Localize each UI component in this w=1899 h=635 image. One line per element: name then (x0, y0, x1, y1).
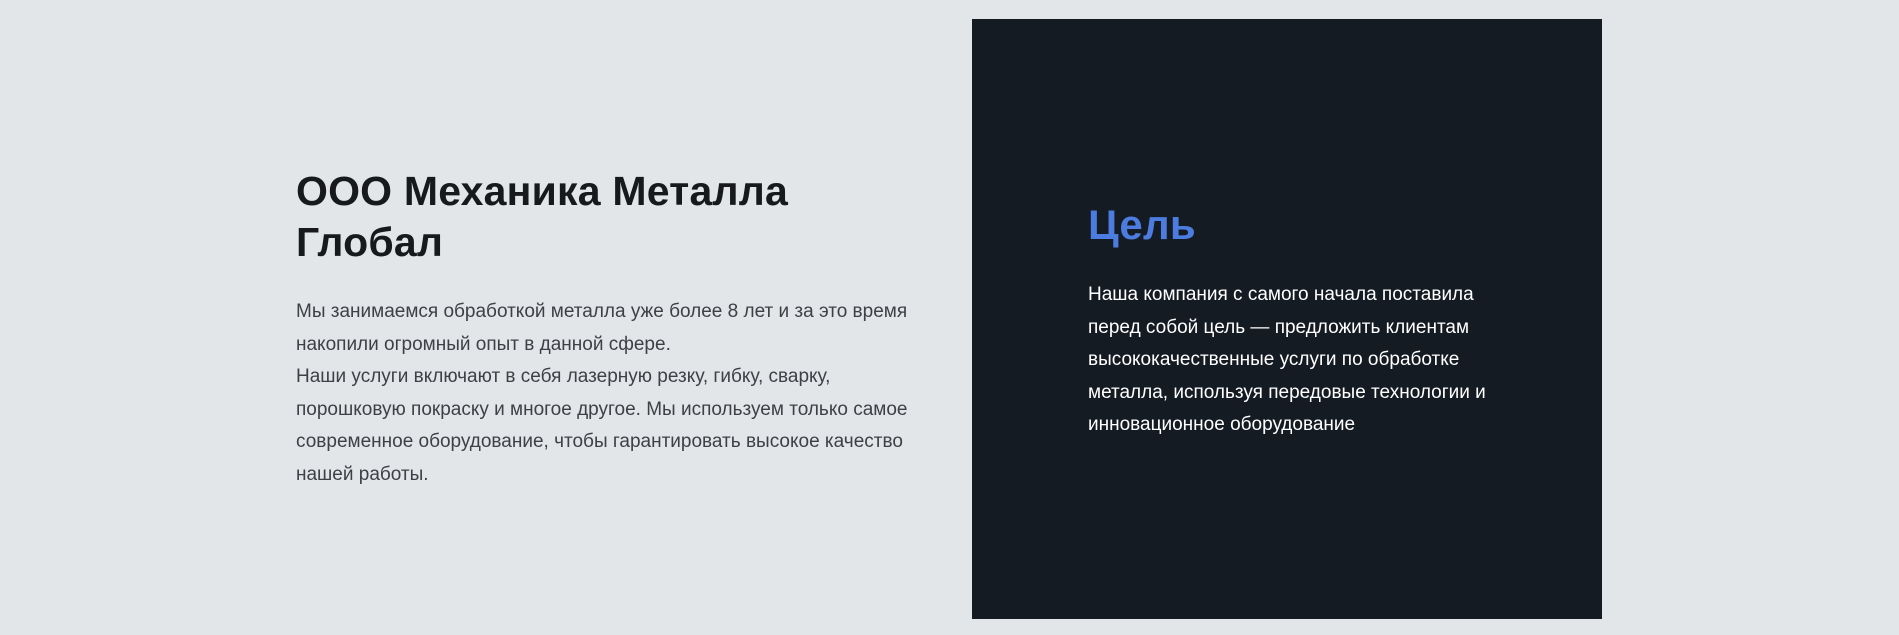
about-section (296, 166, 941, 491)
company-description-paragraph-2: Наши услуги включают в себя лазерную резку, гибку, сварку, порошковую покраску и многое другое. Мы используем только самое современное оборудование, чтобы гарантировать высокое качество нашей работы. (296, 366, 908, 485)
company-description (296, 296, 936, 491)
goal-card-body: Наша компания с самого начала поставила перед собой цель — предложить клиентам высококачественные услуги по обработке металла, используя передовые технологии и инновационное оборудование (1088, 284, 1486, 435)
company-title-line-1: ООО Механика Металла (296, 168, 788, 214)
company-description-paragraph-1: Мы занимаемся обработкой металла уже более 8 лет и за это время накопили огромный опыт в данной сфере. (296, 301, 908, 355)
company-title-line-2: Глобал (296, 219, 444, 265)
company-title (296, 166, 856, 268)
goal-card (972, 19, 1602, 619)
goal-card-title: Цель (1088, 201, 1196, 248)
